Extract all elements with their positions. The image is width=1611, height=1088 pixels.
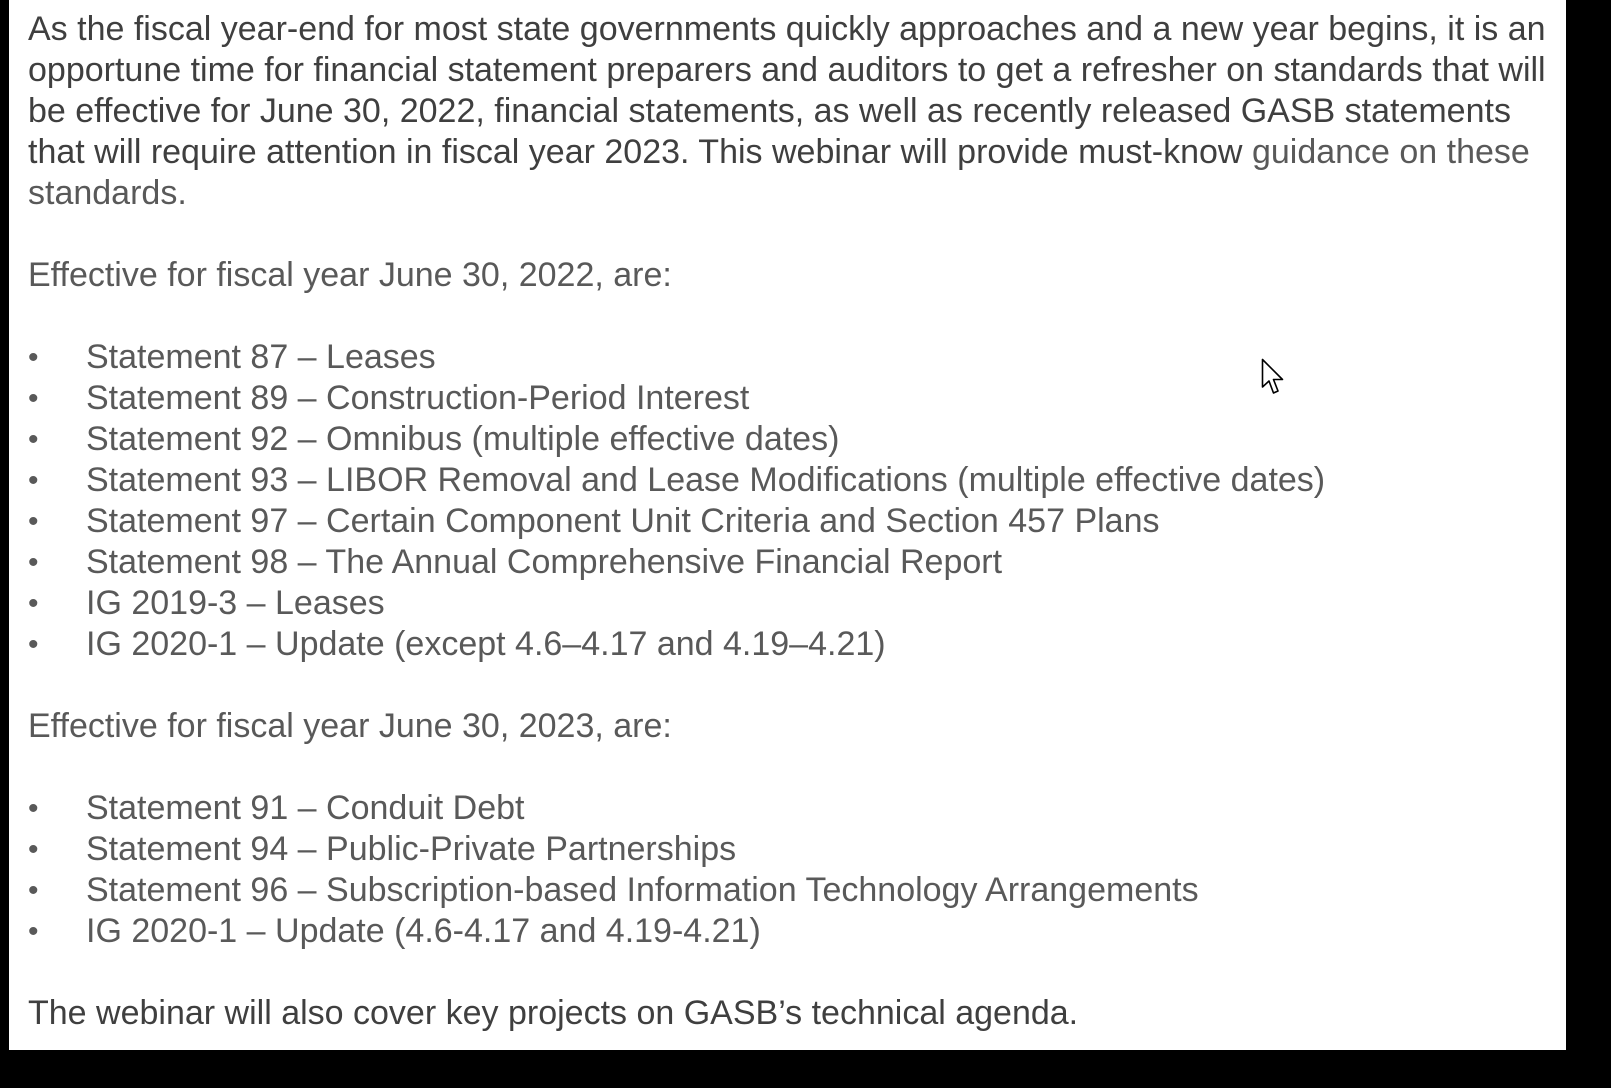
bullet-icon: • xyxy=(28,341,39,374)
intro-text-tail: guidance on these standards. xyxy=(28,133,1530,212)
intro-text: As the fiscal year-end for most state governments quickly approaches and a new year begins, it is an opportune time for financial statement preparers and auditors to get a refresher on standards that will be effective for June 30, 2022, financial statements, as well as recently released GASB statements that will require attention in fiscal year 2023. This webinar will provide must-know xyxy=(28,10,1546,171)
bullet-icon: • xyxy=(28,833,39,866)
list-item-text: Statement 93 – LIBOR Removal and Lease Modifications (multiple effective dates) xyxy=(86,461,1326,499)
paragraph-spacer xyxy=(28,214,1558,255)
bullet-icon: • xyxy=(28,628,39,661)
list-item xyxy=(28,583,1558,624)
bullet-icon: • xyxy=(28,792,39,825)
bullet-icon: • xyxy=(28,464,39,497)
list-item xyxy=(28,911,1558,952)
list-item xyxy=(28,624,1558,665)
section-2022-list xyxy=(28,337,1558,665)
list-item xyxy=(28,542,1558,583)
list-item-text: Statement 89 – Construction-Period Interest xyxy=(86,379,750,417)
document-body xyxy=(28,9,1558,1034)
list-item xyxy=(28,419,1558,460)
list-item xyxy=(28,337,1558,378)
bullet-icon: • xyxy=(28,382,39,415)
document-page xyxy=(9,0,1566,1050)
closing-paragraph: The webinar will also cover key projects on GASB’s technical agenda. xyxy=(28,994,1079,1032)
bullet-icon: • xyxy=(28,505,39,538)
list-item-text: IG 2019-3 – Leases xyxy=(86,584,385,622)
paragraph-spacer xyxy=(28,952,1558,993)
list-item xyxy=(28,501,1558,542)
paragraph-spacer xyxy=(28,747,1558,788)
bullet-icon: • xyxy=(28,874,39,907)
mouse-pointer-icon xyxy=(1261,358,1287,398)
list-item xyxy=(28,829,1558,870)
list-item-text: Statement 96 – Subscription-based Information Technology Arrangements xyxy=(86,871,1199,909)
list-item xyxy=(28,378,1558,419)
list-item-text: Statement 92 – Omnibus (multiple effective dates) xyxy=(86,420,840,458)
section-2022-heading: Effective for fiscal year June 30, 2022, are: xyxy=(28,256,672,294)
list-item xyxy=(28,460,1558,501)
paragraph-spacer xyxy=(28,296,1558,337)
bullet-icon: • xyxy=(28,423,39,456)
list-item-text: Statement 94 – Public-Private Partnerships xyxy=(86,830,737,868)
section-2023-list xyxy=(28,788,1558,952)
paragraph-spacer xyxy=(28,665,1558,706)
list-item-text: Statement 87 – Leases xyxy=(86,338,436,376)
section-2023-heading: Effective for fiscal year June 30, 2023, are: xyxy=(28,707,672,745)
bullet-icon: • xyxy=(28,587,39,620)
list-item-text: Statement 91 – Conduit Debt xyxy=(86,789,525,827)
list-item-text: IG 2020-1 – Update (except 4.6–4.17 and 4.19–4.21) xyxy=(86,625,886,663)
bullet-icon: • xyxy=(28,915,39,948)
list-item-text: IG 2020-1 – Update (4.6-4.17 and 4.19-4.21) xyxy=(86,912,761,950)
bullet-icon: • xyxy=(28,546,39,579)
intro-paragraph xyxy=(28,9,1558,214)
list-item xyxy=(28,788,1558,829)
list-item-text: Statement 98 – The Annual Comprehensive Financial Report xyxy=(86,543,1003,581)
list-item xyxy=(28,870,1558,911)
list-item-text: Statement 97 – Certain Component Unit Criteria and Section 457 Plans xyxy=(86,502,1160,540)
